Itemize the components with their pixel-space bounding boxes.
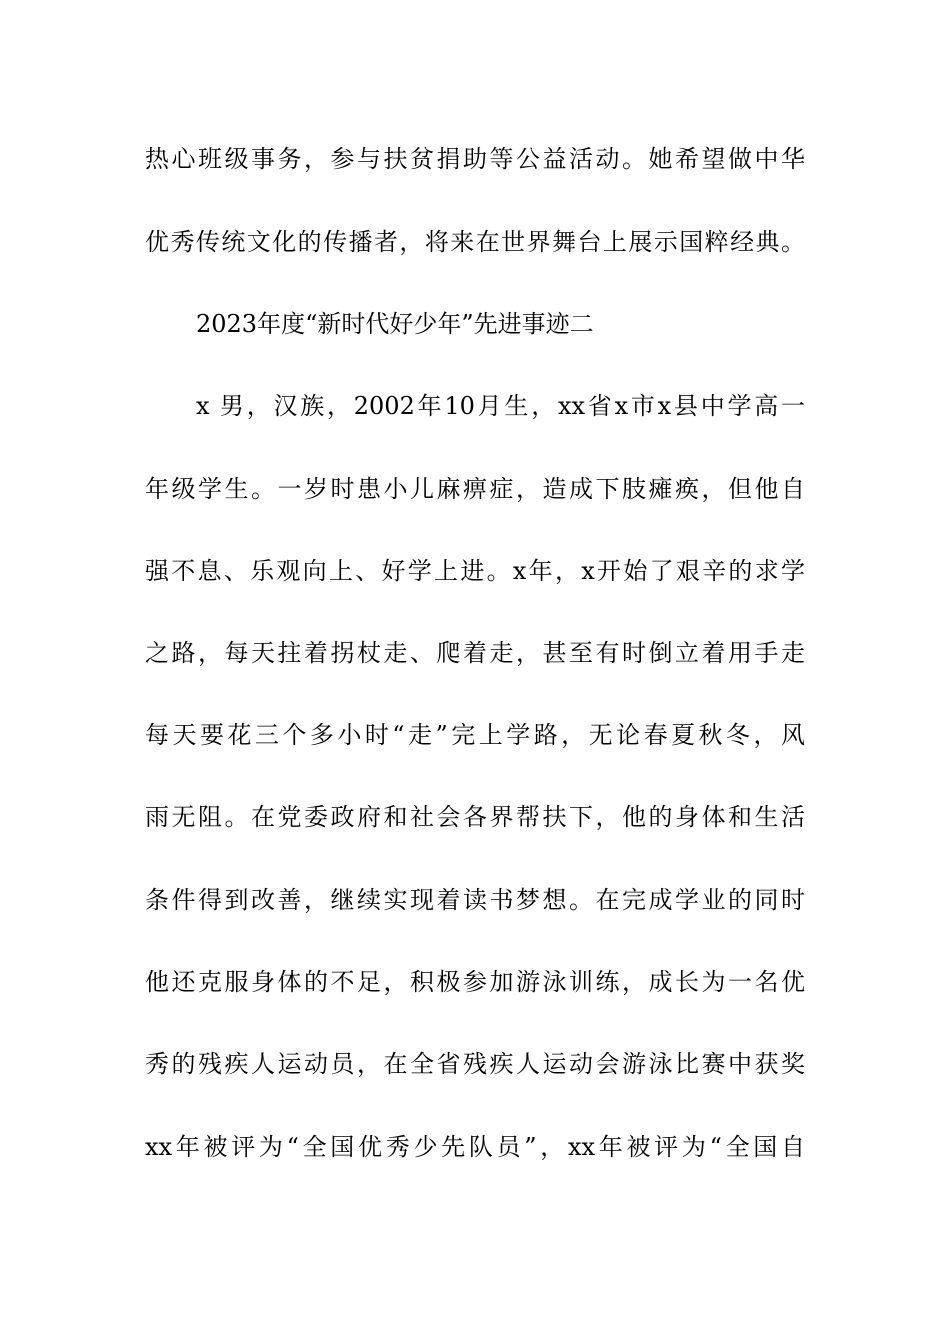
paragraph-line: xx年被评为“全国优秀少先队员”，xx年被评为“全国自: [145, 1133, 805, 1161]
paragraph-line: 优秀传统文化的传播者，将来在世界舞台上展示国粹经典。: [145, 228, 805, 256]
section-heading: 2023年度“新时代好少年”先进事迹二: [196, 310, 594, 338]
paragraph-line: 年级学生。一岁时患小儿麻痹症，造成下肢瘫痪，但他自: [145, 475, 805, 503]
paragraph-line: x 男，汉族，2002年10月生，xx省x市x县中学高一: [196, 392, 805, 420]
paragraph-line: 热心班级事务，参与扶贫捐助等公益活动。她希望做中华: [145, 145, 805, 173]
paragraph-line: 秀的残疾人运动员，在全省残疾人运动会游泳比赛中获奖: [145, 1050, 805, 1078]
paragraph-line: 他还克服身体的不足，积极参加游泳训练，成长为一名优: [145, 968, 805, 996]
paragraph-line: 雨无阻。在党委政府和社会各界帮扶下，他的身体和生活: [145, 803, 805, 831]
paragraph-line: 强不息、乐观向上、好学上进。x年，x开始了艰辛的求学: [145, 557, 805, 585]
paragraph-line: 条件得到改善，继续实现着读书梦想。在完成学业的同时: [145, 886, 805, 914]
paragraph-line: 之路，每天拄着拐杖走、爬着走，甚至有时倒立着用手走: [145, 639, 805, 667]
paragraph-line: 每天要花三个多小时“走”完上学路，无论春夏秋冬，风: [145, 721, 805, 749]
